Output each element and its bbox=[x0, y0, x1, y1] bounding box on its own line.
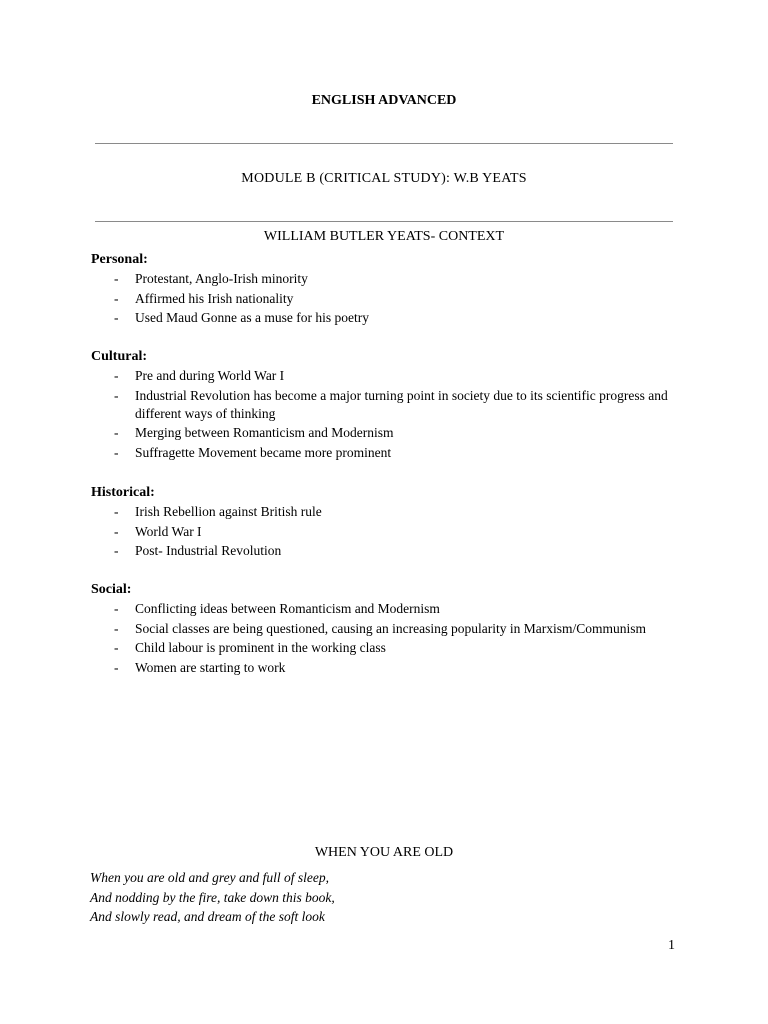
bullet-list bbox=[91, 503, 691, 560]
section-heading: Historical: bbox=[91, 485, 155, 500]
list-item bbox=[91, 290, 691, 308]
list-item bbox=[91, 600, 691, 618]
list-item-text: Industrial Revolution has become a major turning point in society due to its scientific progress and different ways of thinking bbox=[135, 387, 668, 421]
list-item-text: Used Maud Gonne as a muse for his poetry bbox=[135, 310, 369, 325]
list-item-text: Affirmed his Irish nationality bbox=[135, 290, 294, 306]
divider-middle bbox=[95, 221, 673, 222]
list-item bbox=[91, 270, 691, 288]
list-item-text: Irish Rebellion against British rule bbox=[135, 504, 322, 519]
bullet-dash: - bbox=[114, 368, 119, 383]
section-heading: Social: bbox=[91, 582, 132, 597]
section-social bbox=[91, 580, 691, 678]
list-item bbox=[91, 659, 691, 677]
bullet-dash: - bbox=[114, 543, 119, 558]
poem-title: WHEN YOU ARE OLD bbox=[314, 845, 454, 860]
bullet-dash: - bbox=[114, 290, 119, 306]
section-heading: Personal: bbox=[91, 252, 148, 267]
section-cultural bbox=[91, 347, 691, 463]
page-number: 1 bbox=[668, 938, 675, 953]
list-item-text: Women are starting to work bbox=[135, 659, 286, 675]
bullet-dash: - bbox=[114, 425, 119, 440]
bullet-list bbox=[91, 270, 691, 327]
list-item bbox=[91, 309, 691, 327]
bullet-dash: - bbox=[114, 504, 119, 519]
section-personal bbox=[91, 250, 691, 329]
list-item bbox=[91, 542, 691, 560]
bullet-dash: - bbox=[114, 601, 119, 616]
bullet-dash: - bbox=[114, 523, 119, 539]
list-item bbox=[91, 424, 691, 442]
bullet-dash: - bbox=[114, 640, 119, 655]
bullet-dash: - bbox=[114, 310, 119, 325]
bullet-dash: - bbox=[114, 387, 119, 403]
context-heading: WILLIAM BUTLER YEATS- CONTEXT bbox=[263, 229, 505, 244]
section-historical bbox=[91, 483, 691, 562]
list-item-text: Suffragette Movement became more prominent bbox=[135, 444, 392, 460]
section-heading: Cultural: bbox=[91, 349, 147, 364]
bullet-dash: - bbox=[114, 444, 119, 460]
list-item bbox=[91, 620, 691, 638]
list-item bbox=[91, 523, 691, 541]
list-item-text: Conflicting ideas between Romanticism and Modernism bbox=[135, 601, 440, 616]
list-item-text: Child labour is prominent in the working class bbox=[135, 640, 386, 655]
bullet-list bbox=[91, 600, 691, 677]
poem-excerpt bbox=[90, 868, 335, 927]
list-item bbox=[91, 639, 691, 657]
list-item bbox=[91, 367, 691, 385]
bullet-list bbox=[91, 367, 691, 462]
list-item bbox=[91, 503, 691, 521]
list-item-text: Social classes are being questioned, causing an increasing popularity in Marxism/Communism bbox=[135, 620, 647, 636]
document-title: ENGLISH ADVANCED bbox=[311, 93, 457, 108]
list-item-text: World War I bbox=[135, 523, 202, 539]
list-item-text: Pre and during World War I bbox=[135, 368, 285, 383]
poem-line: And nodding by the fire, take down this book, bbox=[90, 889, 335, 905]
bullet-dash: - bbox=[114, 620, 119, 636]
list-item-text: Protestant, Anglo-Irish minority bbox=[135, 271, 308, 286]
bullet-dash: - bbox=[114, 271, 119, 286]
list-item-text: Merging between Romanticism and Modernism bbox=[135, 425, 394, 440]
list-item bbox=[91, 444, 691, 462]
bullet-dash: - bbox=[114, 659, 119, 675]
list-item-text: Post- Industrial Revolution bbox=[135, 543, 282, 558]
poem-line: When you are old and grey and full of sleep, bbox=[90, 870, 329, 885]
divider-top bbox=[95, 143, 673, 144]
module-heading: MODULE B (CRITICAL STUDY): W.B YEATS bbox=[241, 171, 527, 186]
list-item bbox=[91, 387, 691, 423]
poem-line: And slowly read, and dream of the soft look bbox=[90, 909, 325, 924]
